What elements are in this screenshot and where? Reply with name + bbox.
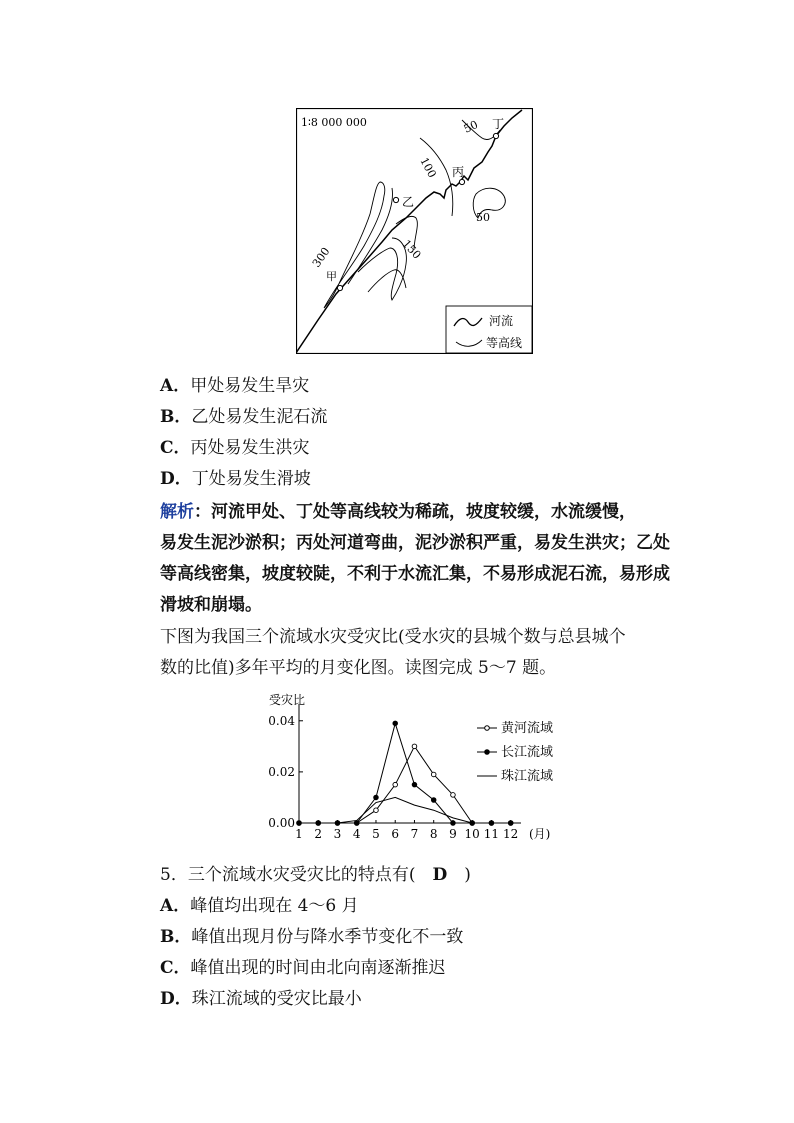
flood-ratio-chart-svg xyxy=(255,690,585,850)
q4-option-d xyxy=(160,468,311,490)
option-text: 丙处易发生洪灾 xyxy=(190,438,310,458)
intro-line: 下图为我国三个流域水灾受灾比(受水灾的县城个数与总县城个 xyxy=(160,627,626,647)
label-100: 100 xyxy=(417,155,439,180)
option-letter: D． xyxy=(160,469,192,489)
option-text: 乙处易发生泥石流 xyxy=(191,407,328,427)
series-2-point xyxy=(393,721,398,726)
q5-option-b xyxy=(160,926,463,948)
option-letter: A． xyxy=(160,896,191,916)
legend-label: 珠江流域 xyxy=(501,769,554,784)
series-1-point xyxy=(412,744,417,749)
analysis-line: 滑坡和崩塌。 xyxy=(160,595,262,615)
label-50-loop: 50 xyxy=(476,211,490,224)
q4-option-a xyxy=(160,375,309,397)
intro-paragraph xyxy=(160,622,680,684)
series-2-point xyxy=(354,821,359,826)
y-tick-label: 0.02 xyxy=(268,764,295,779)
q5-option-c xyxy=(160,957,446,979)
x-tick-label: 9 xyxy=(449,827,457,841)
analysis-line: 易发生泥沙淤积；丙处河道弯曲，泥沙淤积严重，易发生洪灾；乙处 xyxy=(160,533,670,553)
analysis-line xyxy=(160,497,680,528)
q4-option-c xyxy=(160,437,310,459)
place-ding-point xyxy=(493,133,498,138)
place-jia-point xyxy=(337,285,342,290)
contour-map xyxy=(296,108,533,354)
series-2-point xyxy=(374,795,379,800)
flood-ratio-chart xyxy=(255,690,585,850)
place-jia-label: 甲 xyxy=(326,270,337,283)
legend-label: 长江流域 xyxy=(501,745,554,760)
analysis-line: 等高线密集，坡度较陡，不利于水流汇集，不易形成泥石流，易形成 xyxy=(160,564,670,584)
option-text: 甲处易发生旱灾 xyxy=(190,376,310,396)
x-tick-label: 10 xyxy=(464,827,480,841)
series-line-3 xyxy=(299,797,511,823)
y-tick-label: 0.04 xyxy=(268,713,295,728)
option-text: 峰值出现月份与降水季节变化不一致 xyxy=(191,927,464,947)
x-tick-label: 2 xyxy=(314,827,323,841)
x-tick-label: 12 xyxy=(503,827,519,841)
option-letter: B． xyxy=(160,927,192,947)
q4-option-b xyxy=(160,406,327,428)
series-line-2 xyxy=(299,723,511,823)
option-letter: A． xyxy=(160,376,191,396)
label-150: 150 xyxy=(399,237,424,262)
option-text: 珠江流域的受灾比最小 xyxy=(191,989,362,1009)
option-text: 峰值出现的时间由北向南逐渐推迟 xyxy=(190,958,446,978)
option-letter: C． xyxy=(160,958,191,978)
analysis-text: ：河流甲处、丁处等高线较为稀疏，坡度较缓，水流缓慢， xyxy=(194,502,636,522)
intro-line: 数的比值)多年平均的月变化图。读图完成 5～7 题。 xyxy=(160,658,557,678)
x-tick-label: 3 xyxy=(333,827,342,841)
label-300: 300 xyxy=(309,245,333,270)
place-bing-point xyxy=(459,179,464,184)
analysis-paragraph xyxy=(160,497,680,621)
q5-stem-close: ) xyxy=(447,865,471,885)
x-tick-label: 4 xyxy=(352,827,361,841)
legend-label: 黄河流域 xyxy=(501,721,554,736)
place-bing-label: 丙 xyxy=(452,165,465,179)
x-tick-label: 8 xyxy=(429,827,438,841)
y-axis-label: 受灾比 xyxy=(269,693,306,707)
place-yi-point xyxy=(393,197,398,202)
x-tick-label: 1 xyxy=(295,827,303,841)
series-2-point xyxy=(412,782,417,787)
legend-contour-label: 等高线 xyxy=(486,336,523,350)
map-scale: 1∶8 000 000 xyxy=(301,116,367,129)
q5-option-d xyxy=(160,988,362,1010)
option-letter: B． xyxy=(160,407,192,427)
q5-answer: D xyxy=(432,865,448,885)
analysis-tag: 解析 xyxy=(160,502,194,522)
series-1-point xyxy=(451,793,456,798)
option-letter: D． xyxy=(160,989,192,1009)
series-line-1 xyxy=(299,746,511,823)
legend-river-label: 河流 xyxy=(489,314,514,328)
option-text: 丁处易发生滑坡 xyxy=(191,469,311,489)
series-1-point xyxy=(431,772,436,777)
place-yi-label: 乙 xyxy=(402,195,415,209)
q5-option-a xyxy=(160,895,359,917)
label-50-top: 50 xyxy=(461,118,480,136)
place-ding-label: 丁 xyxy=(492,117,505,131)
y-tick-label: 0.00 xyxy=(268,816,295,830)
x-tick-label: 6 xyxy=(391,827,400,841)
series-1-point xyxy=(393,782,398,787)
series-2-point xyxy=(451,821,456,826)
x-tick-label: 7 xyxy=(410,827,419,841)
x-axis-label: (月) xyxy=(529,827,551,841)
q5-stem xyxy=(160,864,471,886)
series-1-point xyxy=(374,808,379,813)
legend-swatch-marker xyxy=(485,726,490,731)
legend-swatch-marker xyxy=(485,750,490,755)
series-2-point xyxy=(431,798,436,803)
option-text: 峰值均出现在 4～6 月 xyxy=(190,896,359,916)
q5-stem-text: 5．三个流域水灾受灾比的特点有( xyxy=(160,865,433,885)
contour-map-svg xyxy=(296,108,533,354)
x-tick-label: 11 xyxy=(483,827,500,841)
x-tick-label: 5 xyxy=(372,827,380,841)
option-letter: C． xyxy=(160,438,191,458)
